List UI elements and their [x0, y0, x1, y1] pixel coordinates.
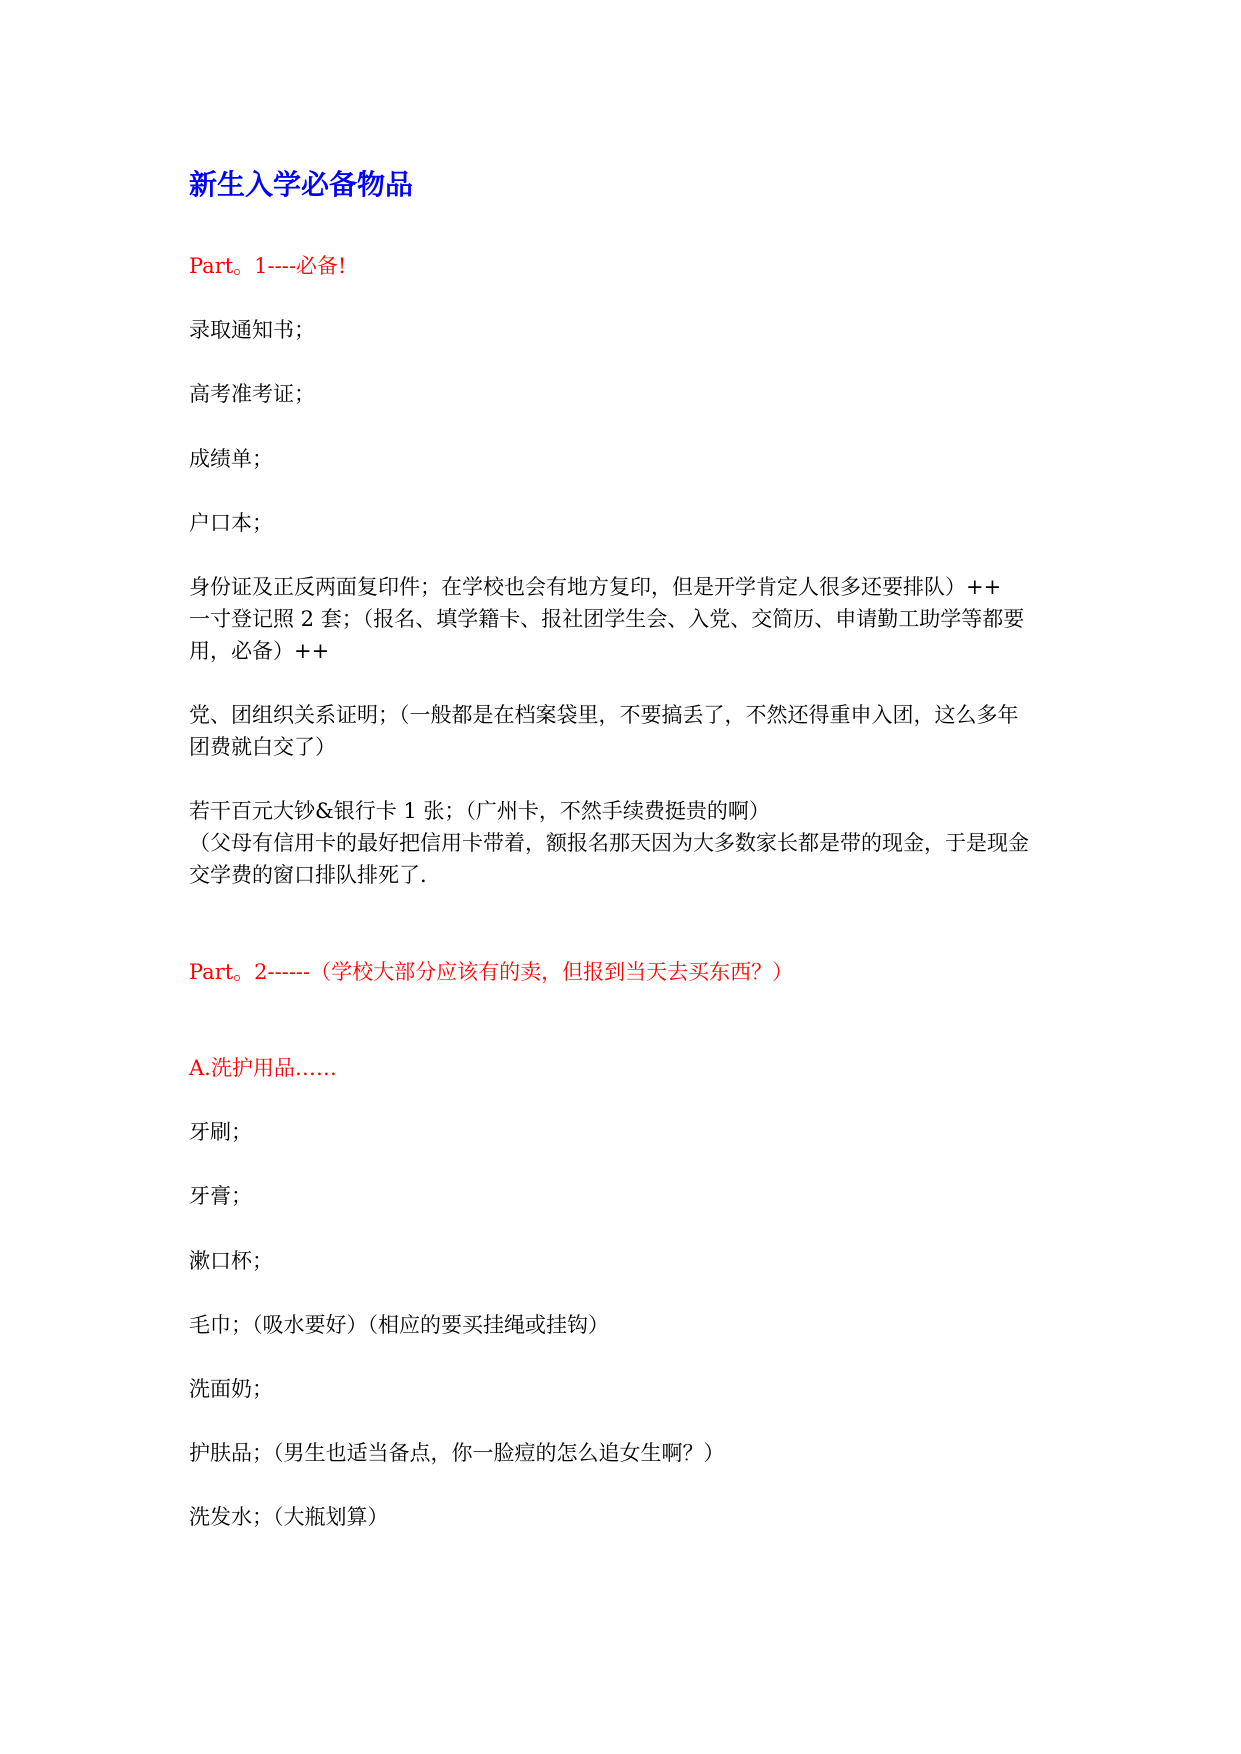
- part1-heading: Part。1----必备!: [189, 254, 347, 278]
- list-item: 户口本；: [189, 511, 273, 535]
- photo-line-1: 一寸登记照 2 套；（报名、填学籍卡、报社团学生会、入党、交简历、申请勤工助学等都要: [189, 607, 1025, 631]
- list-item: 成绩单；: [189, 447, 273, 471]
- party-line-1: 党、团组织关系证明；（一般都是在档案袋里，不要搞丢了，不然还得重申入团，这么多年: [189, 703, 1019, 727]
- cash-line-1: 若干百元大钞&银行卡 1 张；（广州卡，不然手续费挺贵的啊）: [189, 799, 770, 823]
- party-line-2: 团费就白交了）: [189, 735, 336, 759]
- list-item: 洗面奶；: [189, 1377, 273, 1401]
- photo-line-2: 用，必备）++: [189, 639, 330, 663]
- cash-line-3: 交学费的窗口排队排死了.: [189, 863, 427, 887]
- document-title: 新生入学必备物品: [189, 168, 414, 201]
- list-item: 漱口杯；: [189, 1249, 273, 1273]
- list-item: 录取通知书；: [189, 318, 315, 342]
- list-item: 高考准考证；: [189, 382, 315, 406]
- list-item: 牙膏；: [189, 1184, 252, 1208]
- list-item: 毛巾；（吸水要好）（相应的要买挂绳或挂钩）: [189, 1313, 609, 1337]
- id-card-line: 身份证及正反两面复印件；在学校也会有地方复印，但是开学肯定人很多还要排队）++: [189, 575, 1002, 599]
- cash-line-2: （父母有信用卡的最好把信用卡带着，额报名那天因为大多数家长都是带的现金，于是现金: [189, 831, 1029, 855]
- section-a-heading: A.洗护用品……: [189, 1056, 337, 1080]
- list-item: 护肤品；（男生也适当备点，你一脸痘的怎么追女生啊？）: [189, 1441, 725, 1465]
- list-item: 洗发水；（大瓶划算）: [189, 1505, 389, 1529]
- list-item: 牙刷；: [189, 1120, 252, 1144]
- part2-heading: Part。2------（学校大部分应该有的卖，但报到当天去买东西？）: [189, 960, 794, 984]
